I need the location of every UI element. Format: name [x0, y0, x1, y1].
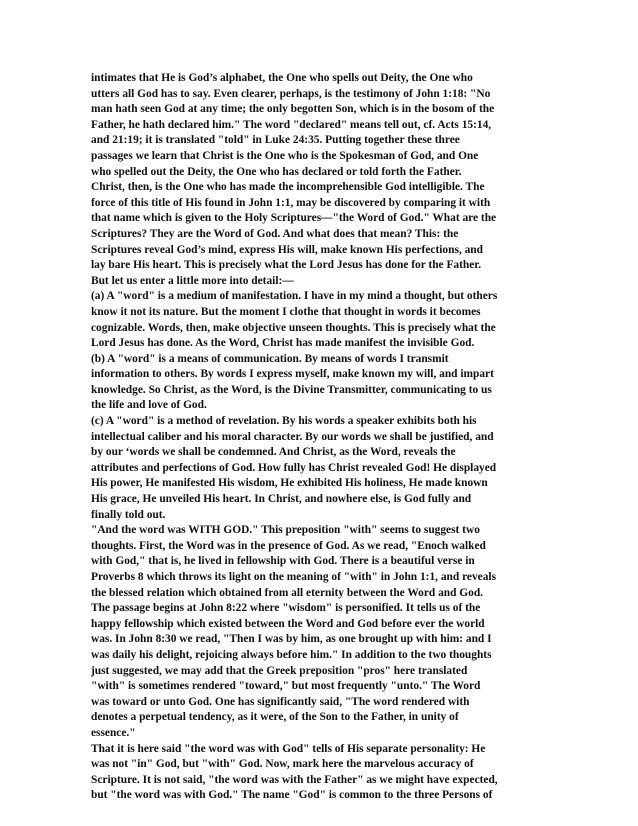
- text-line: but "the word was with God." The name "God" is common to the three Persons of: [91, 789, 493, 802]
- text-line: was not "in" God, but "with" God. Now, mark here the marvelous accuracy of: [91, 758, 474, 771]
- text-line: cognizable. Words, then, make objective unseen thoughts. This is precisely what the: [91, 321, 496, 334]
- text-line: "with" is sometimes rendered "toward," but most frequently "unto." The Word: [91, 680, 481, 693]
- text-line: man hath seen God at any time; the only begotten Son, which is in the bosom of the: [91, 103, 495, 116]
- text-line: that name which is given to the Holy Scriptures—"the Word of God." What are the: [91, 212, 497, 225]
- text-line: denotes a perpetual tendency, as it were, of the Son to the Father, in unity of: [91, 711, 459, 724]
- text-line: utters all God has to say. Even clearer, perhaps, is the testimony of John 1:18: "No: [91, 87, 491, 100]
- text-line: intimates that He is God’s alphabet, the One who spells out Deity, the One who: [91, 72, 473, 84]
- text-line: His power, He manifested His wisdom, He exhibited His holiness, He made known: [91, 477, 488, 490]
- text-line: essence.": [91, 726, 136, 739]
- text-line: Lord Jesus has done. As the Word, Christ has made manifest the invisible God.: [91, 337, 475, 350]
- body-text: [91, 71, 551, 804]
- text-line: force of this title of His found in John 1:1, may be discovered by comparing it with: [91, 196, 491, 209]
- text-line: by our ‘words we shall be condemned. And Christ, as the Word, reveals the: [91, 446, 456, 459]
- text-line: the blessed relation which obtained from all eternity between the Word and God.: [91, 586, 484, 599]
- text-line: Christ, then, is the One who has made the incomprehensible God intelligible. The: [91, 181, 485, 194]
- text-line: Proverbs 8 which throws its light on the meaning of "with" in John 1:1, and reveals: [91, 571, 497, 583]
- text-line: information to others. By words I express myself, make known my will, and impart: [91, 368, 494, 381]
- text-line: thoughts. First, the Word was in the presence of God. As we read, "Enoch walked: [91, 539, 486, 552]
- text-line: The passage begins at John 8:22 where "wisdom" is personified. It tells us of the: [91, 602, 481, 615]
- text-line: and 21:19; it is translated "told" in Luke 24:35. Putting together these three: [91, 134, 460, 147]
- text-line: the life and love of God.: [91, 399, 207, 412]
- text-line: lay bare His heart. This is precisely what the Lord Jesus has done for the Father.: [91, 259, 482, 272]
- text-line: But let us enter a little more into detail:—: [91, 274, 294, 287]
- text-line: who spelled out the Deity, the One who has declared or told forth the Father.: [91, 165, 462, 178]
- text-line: His grace, He unveiled His heart. In Christ, and nowhere else, is God fully and: [91, 493, 472, 506]
- text-line: know it not its nature. But the moment I clothe that thought in words it becomes: [91, 305, 481, 318]
- text-line: "And the word was WITH GOD." This preposition "with" seems to suggest two: [91, 524, 480, 537]
- text-line: Scriptures? They are the Word of God. And what does that mean? This: the: [91, 227, 459, 240]
- text-line: Scripture. It is not said, "the word was with the Father" as we might have expected,: [91, 773, 498, 786]
- text-line: with God," that is, he lived in fellowship with God. There is a beautiful verse in: [91, 555, 475, 568]
- text-line: knowledge. So Christ, as the Word, is the Divine Transmitter, communicating to us: [91, 383, 492, 396]
- text-line: finally told out.: [91, 508, 166, 521]
- text-line: That it is here said "the word was with God" tells of His separate personality: He: [91, 742, 486, 755]
- text-line: happy fellowship which existed between the Word and God before ever the world: [91, 617, 485, 630]
- text-line: was toward or unto God. One has significantly said, "The word rendered with: [91, 695, 470, 708]
- text-line: (c) A "word" is a method of revelation. By his words a speaker exhibits both his: [91, 415, 477, 428]
- text-line: attributes and perfections of God. How fully has Christ revealed God! He displayed: [91, 461, 497, 474]
- text-line: (b) A "word" is a means of communication. By means of words I transmit: [91, 352, 449, 365]
- text-line: just suggested, we may add that the Greek preposition "pros" here translated: [91, 664, 468, 677]
- text-line: was daily his delight, rejoicing always before him." In addition to the two thoughts: [91, 648, 492, 661]
- text-line: Scriptures reveal God’s mind, express His will, make known His perfections, and: [91, 243, 483, 256]
- text-line: (a) A "word" is a medium of manifestation. I have in my mind a thought, but others: [91, 290, 498, 303]
- text-line: was. In John 8:30 we read, "Then I was by him, as one brought up with him: and I: [91, 633, 492, 646]
- text-line: Father, he hath declared him." The word "declared" means tell out, cf. Acts 15:14,: [91, 118, 492, 131]
- text-line: passages we learn that Christ is the One who is the Spokesman of God, and One: [91, 149, 479, 162]
- text-line: intellectual caliber and his moral character. By our words we shall be justified, and: [91, 430, 494, 443]
